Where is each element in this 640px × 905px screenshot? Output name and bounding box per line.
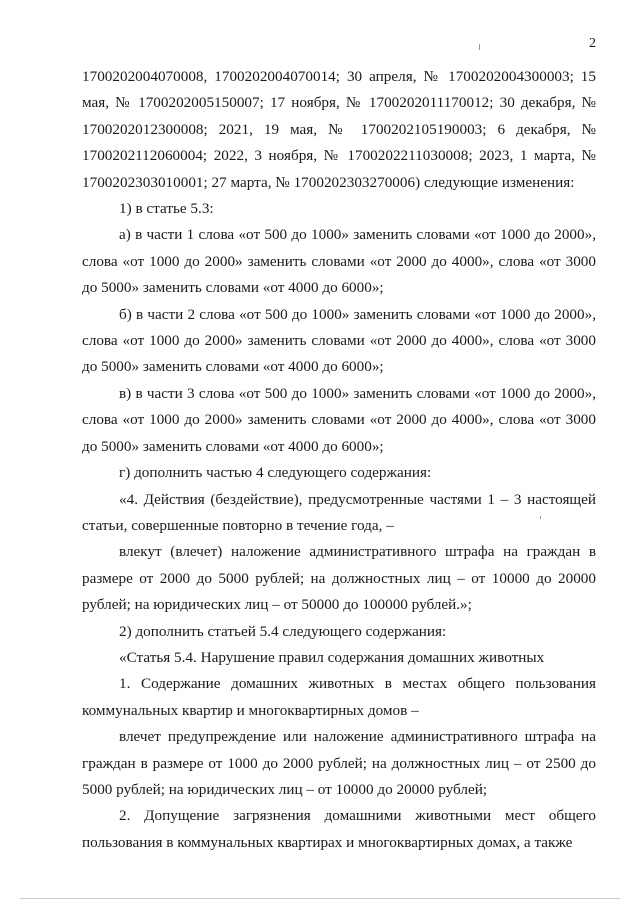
document-body xyxy=(82,64,596,856)
paragraph-article-part-1: 1. Содержание домашних животных в местах общего пользования коммунальных квартир и многоквартирных домов – xyxy=(82,675,596,719)
paragraph-item-2: 2) дополнить статьей 5.4 следующего содержания: xyxy=(119,622,447,640)
paragraph-penalty-2: влечет предупреждение или наложение административного штрафа на граждан в размере от 1000 до 2000 рублей; на должностных лиц – от 2500 до 5000 рублей; на юридических лиц – от 10000 до 20000 рублей; xyxy=(82,728,596,798)
paragraph-item-g: г) дополнить частью 4 следующего содержания: xyxy=(119,464,432,482)
paragraph-article-part-2: 2. Допущение загрязнения домашними животными мест общего пользования в коммунальных квартирах и многоквартирных домах, а также xyxy=(82,807,596,851)
paragraph-item-v: в) в части 3 слова «от 500 до 1000» заменить словами «от 1000 до 2000», слова «от 1000 до 2000» заменить словами «от 2000 до 4000», слова «от 3000 до 5000» заменить словами «от 4000 до 6000»; xyxy=(82,384,596,455)
paragraph-item-1: 1) в статье 5.3: xyxy=(119,200,214,218)
scan-speck xyxy=(479,44,480,50)
page-number: 2 xyxy=(589,36,596,51)
paragraph-penalty-1: влекут (влечет) наложение административного штрафа на граждан в размере от 2000 до 5000 рублей; на должностных лиц – от 10000 до 20000 рублей; на юридических лиц – от 50000 до 100000 рублей.»; xyxy=(82,543,596,614)
paragraph-item-b: б) в части 2 слова «от 500 до 1000» заменить словами «от 1000 до 2000», слова «от 1000 до 2000» заменить словами «от 2000 до 4000», слова «от 3000 до 5000» заменить словами «от 4000 до 6000»; xyxy=(82,305,596,376)
paragraph-continuation: 1700202004070008, 1700202004070014; 30 апреля, № 1700202004300003; 15 мая, № 1700202005150007; 17 ноября, № 1700202011170012; 30 декабря, № 1700202012300008; 2021, 19 мая, № 1700202105190003; 6 декабря, № 1700202112060004; 2022, 3 ноября, № 1700202211030008; 2023, 1 марта, № 1700202303010001; 27 марта, № 1700202303270006) следующие изменения: xyxy=(82,68,596,191)
scan-bottom-edge xyxy=(20,898,620,899)
article-heading: «Статья 5.4. Нарушение правил содержания домашних животных xyxy=(119,648,545,666)
paragraph-part-4: «4. Действия (бездействие), предусмотренные частями 1 – 3 настоящей статьи, совершенные повторно в течение года, – xyxy=(82,490,596,534)
paragraph-item-a: а) в части 1 слова «от 500 до 1000» заменить словами «от 1000 до 2000», слова «от 1000 до 2000» заменить словами «от 2000 до 4000», слова «от 3000 до 5000» заменить словами «от 4000 до 6000»; xyxy=(82,226,596,297)
